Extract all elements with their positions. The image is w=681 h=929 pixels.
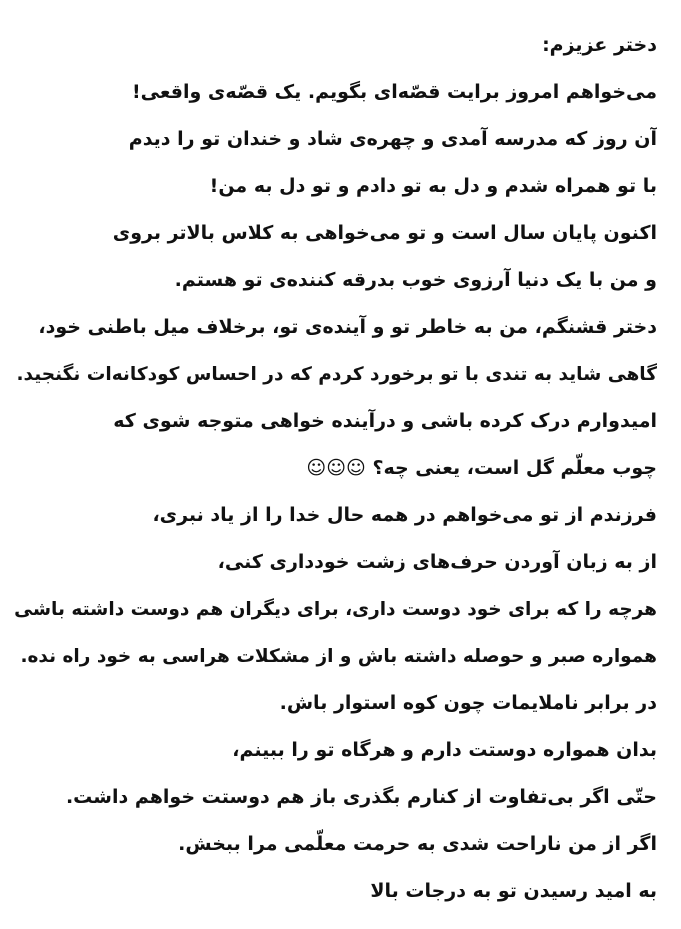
letter-line: گاهی شاید به تندی با تو برخورد کردم که در احساس کودکانه‌ات نگنجید. <box>16 364 657 385</box>
letter-line: همواره صبر و حوصله داشته باش و از مشکلات هراسی به خود راه نده. <box>20 646 657 667</box>
letter-greeting: دختر عزیزم: <box>542 34 657 56</box>
letter-line: در برابر ناملایمات چون کوه استوار باش. <box>279 692 657 714</box>
letter-line: امیدوارم درک کرده باشی و درآینده خواهی متوجه شوی که <box>113 410 657 432</box>
letter-line: هرچه را که برای خود دوست داری، برای دیگران هم دوست داشته باشی <box>14 599 657 620</box>
letter-line: می‌خواهم امروز برایت قصّه‌ای بگویم. یک قصّه‌ی واقعی! <box>131 81 657 103</box>
letter-line: با تو همراه شدم و دل به تو دادم و تو دل به من! <box>209 175 657 197</box>
letter-line: فرزندم از تو می‌خواهم در همه حال خدا را از یاد نبری، <box>152 504 657 526</box>
letter-line-with-smileys: چوب معلّم گل است، یعنی چه؟ ☺☺☺ <box>306 457 657 479</box>
letter-line: اکنون پایان سال است و تو می‌خواهی به کلاس بالاتر بروی <box>112 222 657 244</box>
letter-line: آن روز که مدرسه آمدی و چهره‌ی شاد و خندان تو را دیدم <box>128 128 657 150</box>
letter-line: اگر از من ناراحت شدی به حرمت معلّمی مرا ببخش. <box>178 833 657 855</box>
letter-line: حتّی اگر بی‌تفاوت از کنارم بگذری باز هم دوستت خواهم داشت. <box>65 786 657 808</box>
letter-line: و من با یک دنیا آرزوی خوب بدرقه کننده‌ی تو هستم. <box>174 269 657 291</box>
letter-line: دختر قشنگم، من به خاطر تو و آینده‌ی تو، برخلاف میل باطنی خود، <box>38 316 657 338</box>
letter-line: از به زبان آوردن حرف‌های زشت خودداری کنی، <box>217 551 657 573</box>
letter-body <box>9 22 657 915</box>
letter-line: بدان همواره دوستت دارم و هرگاه تو را ببینم، <box>232 739 657 761</box>
letter-closing: به امید رسیدن تو به درجات بالا <box>370 880 657 902</box>
